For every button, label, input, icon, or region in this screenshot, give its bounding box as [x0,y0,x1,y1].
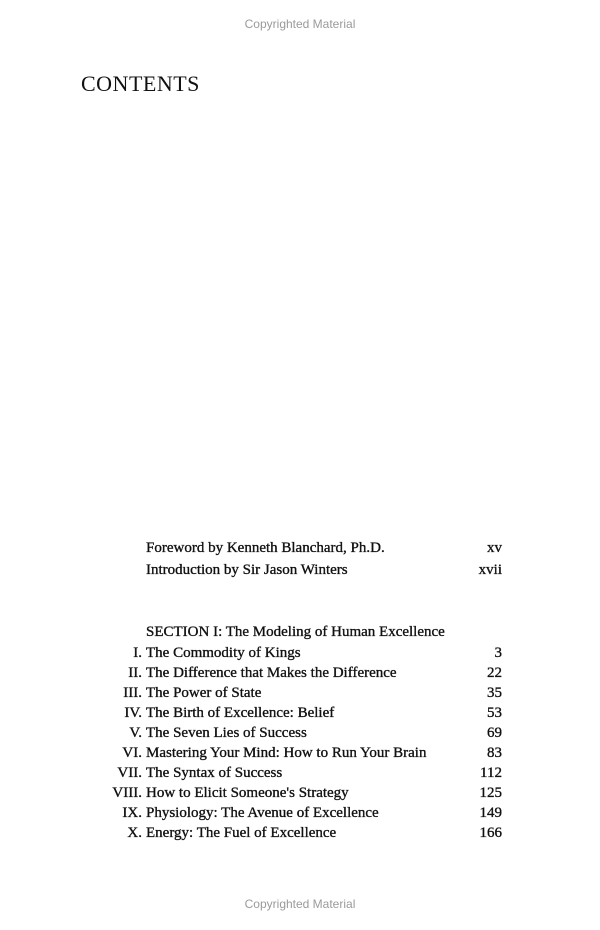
chapter-page: 53 [487,705,502,721]
chapter-title: How to Elicit Someone's Strategy [146,785,349,801]
chapter-num: III. [123,685,142,701]
chapter-title: The Birth of Excellence: Belief [146,705,335,721]
toc-entry-foreword[interactable] [0,538,600,558]
entry-page: xvii [478,562,502,578]
toc-entry-chapter[interactable] [0,783,600,803]
chapter-page: 149 [479,805,502,821]
toc-entry-chapter[interactable] [0,823,600,843]
watermark-bottom: Copyrighted Material [244,897,356,911]
watermark-top: Copyrighted Material [244,17,356,31]
chapter-title: The Seven Lies of Success [146,725,307,741]
section-title: SECTION I: The Modeling of Human Excellence [146,624,445,640]
chapter-num: VI. [122,745,142,761]
chapter-num: VIII. [112,785,142,801]
chapter-title: The Syntax of Success [146,765,283,781]
toc-entry-chapter[interactable] [0,683,600,703]
entry-page: xv [487,540,502,556]
chapter-page: 125 [479,785,502,801]
chapter-num: IV. [124,705,142,721]
chapter-num: I. [133,645,142,661]
chapter-page: 3 [494,645,502,661]
chapter-title: The Commodity of Kings [146,645,301,661]
chapter-page: 69 [487,725,502,741]
toc-entry-chapter[interactable] [0,723,600,743]
chapter-page: 83 [487,745,502,761]
toc-entry-chapter[interactable] [0,703,600,723]
toc-entry-chapter[interactable] [0,763,600,783]
chapter-title: The Power of State [146,685,262,701]
chapter-page: 22 [487,665,502,681]
chapter-num: X. [127,825,142,841]
chapter-title: Mastering Your Mind: How to Run Your Brain [146,745,427,761]
chapter-title: Energy: The Fuel of Excellence [146,825,337,841]
toc-entry-chapter[interactable] [0,743,600,763]
chapter-page: 35 [487,685,502,701]
entry-title: Foreword by Kenneth Blanchard, Ph.D. [146,540,385,556]
chapter-num: II. [128,665,142,681]
chapter-num: VII. [117,765,142,781]
section-heading [0,622,600,642]
chapter-title: The Difference that Makes the Difference [146,665,397,681]
toc-entry-chapter[interactable] [0,803,600,823]
chapter-title: Physiology: The Avenue of Excellence [146,805,379,821]
page-title: CONTENTS [81,71,200,96]
entry-title: Introduction by Sir Jason Winters [146,562,348,578]
chapter-num: IX. [122,805,142,821]
chapter-page: 166 [479,825,502,841]
toc-entry-chapter[interactable] [0,643,600,663]
toc-entry-chapter[interactable] [0,663,600,683]
chapter-page: 112 [480,765,502,781]
chapter-num: V. [129,725,142,741]
toc-entry-introduction[interactable] [0,560,600,580]
